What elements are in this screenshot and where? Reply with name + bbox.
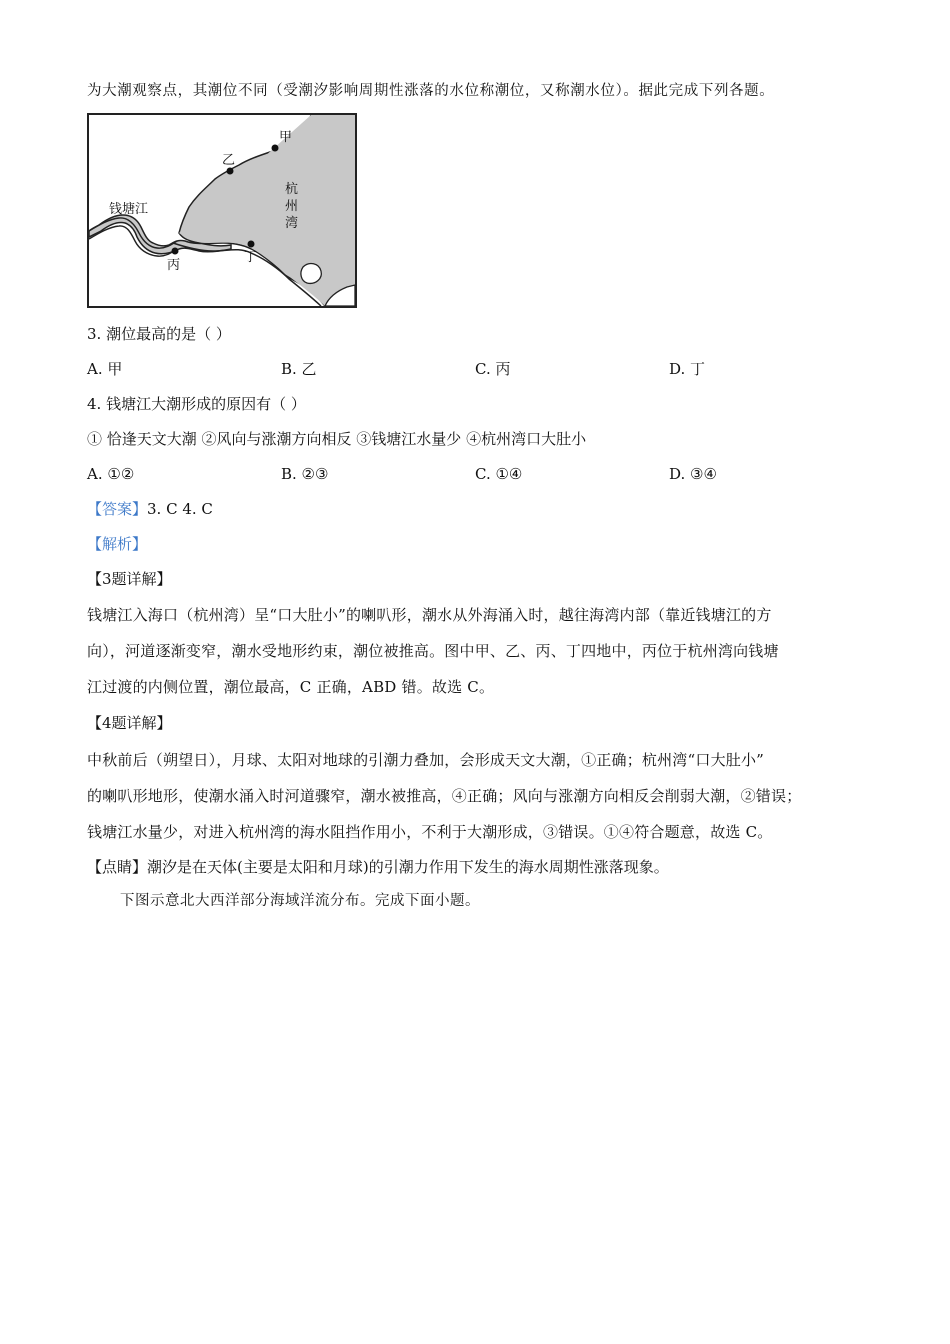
point-bing [172,248,179,255]
detail4-heading: 【4题详解】 [87,714,172,732]
tip-tag: 【点睛】 [87,858,148,876]
q3-option-a: A. 甲 [87,360,123,378]
detail4-line: 的喇叭形地形，使潮水涌入时河道骤窄，潮水被推高，④正确；风向与涨潮方向相反会削弱大潮，②错误； [87,787,802,805]
answer-text: 3. C 4. C [147,500,213,518]
intro-text: 为大潮观察点，其潮位不同（受潮汐影响周期性涨落的水位称潮位，又称潮水位）。据此完成下列各题。 [87,83,775,99]
detail4-body [87,742,877,850]
detail4-line: 中秋前后（朔望日），月球、太阳对地球的引潮力叠加，会形成天文大潮，①正确；杭州湾“口大肚小” [87,751,765,769]
answer-tag: 【答案】 [87,500,148,518]
q4-option-b: B. ②③ [281,465,329,483]
bay-lower [179,115,355,306]
q4-option-d: D. ③④ [669,465,717,483]
tip-line [87,856,669,878]
detail3-line: 江过渡的内侧位置，潮位最高，C 正确，ABD 错。故选 C。 [87,678,495,696]
hangzhou-bay-map [87,113,357,308]
q3-options [87,358,887,380]
q3-option-d: D. 丁 [669,360,706,378]
detail4-line: 钱塘江水量少，对进入杭州湾的海水阻挡作用小，不利于大潮形成，③错误。①④符合题意，故选 C。 [87,823,773,841]
q3-stem: 3. 潮位最高的是（ ） [87,325,231,343]
q4-stem: 4. 钱塘江大潮形成的原因有（ ） [87,395,306,413]
point-yi [227,168,234,175]
closing-text: 下图示意北大西洋部分海域洋流分布。完成下面小题。 [120,893,480,909]
detail3-line: 向），河道逐渐变窄，潮水受地形约束，潮位被推高。图中甲、乙、丙、丁四地中，丙位于杭州湾向钱塘 [87,642,779,660]
label-bay-2: 州 [285,199,299,214]
q4-option-a: A. ①② [87,465,135,483]
tip-text: 潮汐是在天体(主要是太阳和月球)的引潮力作用下发生的海水周期性涨落现象。 [147,858,669,876]
q4-option-c: C. ①④ [475,465,523,483]
label-bay-3: 湾 [285,216,299,231]
analysis-tag: 【解析】 [87,535,148,553]
island [301,264,321,284]
q4-options [87,463,887,485]
label-yi: 乙 [222,153,236,168]
analysis-line [87,533,147,555]
q3-option-b: B. 乙 [281,360,317,378]
detail3-body [87,597,877,705]
q3-option-c: C. 丙 [475,360,511,378]
detail3-line: 钱塘江入海口（杭州湾）呈“口大肚小”的喇叭形，潮水从外海涌入时，越往海湾内部（靠近钱塘江的方 [87,606,772,624]
q4-statements: ① 恰逢天文大潮 ②风向与涨潮方向相反 ③钱塘江水量少 ④杭州湾口大肚小 [87,430,587,448]
map-svg [89,115,355,306]
point-jia [272,145,279,152]
point-ding [248,241,255,248]
label-bay-1: 杭 [285,182,299,197]
answer-line [87,498,213,520]
label-ding: 丁 [244,250,258,265]
label-river: 钱塘江 [109,202,149,217]
label-jia: 甲 [279,130,293,145]
detail3-heading: 【3题详解】 [87,570,172,588]
label-bing: 丙 [167,258,181,273]
